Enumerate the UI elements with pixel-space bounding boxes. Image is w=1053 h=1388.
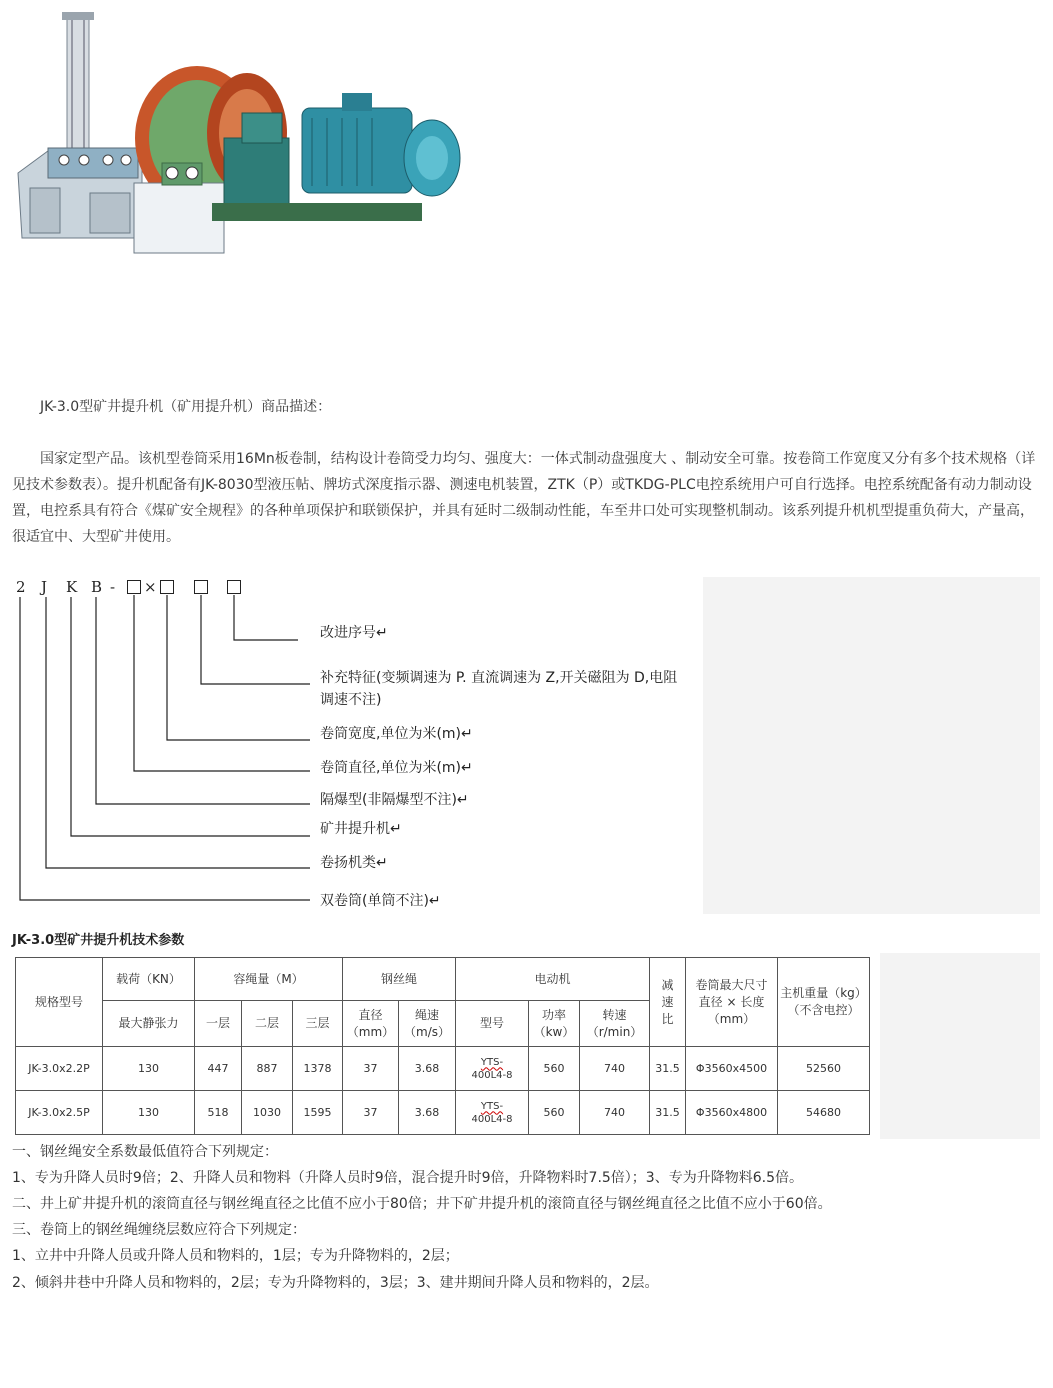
cell-diam: 37 [343, 1047, 399, 1091]
th-rpm-unit: （r/min） [586, 1024, 643, 1039]
table-row [16, 1047, 870, 1091]
th-speed-label: 绳速 [414, 1007, 439, 1022]
cell-drum: Φ3560x4800 [686, 1091, 778, 1135]
cell-diam: 37 [343, 1091, 399, 1135]
table-row [16, 1091, 870, 1135]
legend-feature-line2: 调速不注) [320, 692, 382, 708]
legend-mine-hoist: 矿井提升机↵ [320, 821, 402, 837]
th-ratio: 减速比 [650, 958, 686, 1047]
description-body: 国家定型产品。该机型卷筒采用16Mn板卷制，结构设计卷筒受力均匀、强度大：一体式制动盘强度大 、制动安全可靠。按卷筒工作宽度又分有多个技术规格（详见技术参数表）。提升机配备有JK-8030型液压帖、牌坊式深度指示器、测速电机装置，ZTK（P）或TKDG-PLC电控系统用户可自行选择。电控系统配备有动力制动设置，电控系具有符合《煤矿安全规程》的各种单项保护和联锁保护，并具有延时二级制动性能，车至井口处可实现整机制动。该系列提升机机型提重负荷大，产量高，很适宜中、大型矿井使用。 [12, 451, 1036, 545]
th-layer3: 三层 [293, 1001, 343, 1047]
code-char-2: 2 [16, 578, 26, 596]
note-line-5: 1、立井中升降人员或升降人员和物料的，1层；专为升降物料的，2层； [12, 1248, 459, 1264]
code-char-b: B [91, 578, 103, 596]
cell-power: 560 [529, 1047, 580, 1091]
th-drum-line3: （mm） [707, 1011, 756, 1026]
legend-explosion-proof: 隔爆型(非隔爆型不注)↵ [320, 792, 469, 808]
note-line-2: 1、专为升降人员时9倍；2、升降人员和物料（升降人员时9倍，混合提升时9倍，升降物料时7.5倍）；3、专为升降物料6.5倍。 [12, 1170, 803, 1186]
th-speed-unit: （m/s） [404, 1024, 450, 1039]
th-rope: 钢丝绳 [343, 958, 456, 1001]
th-mtype: 型号 [456, 1001, 529, 1047]
cell-model: JK-3.0x2.5P [16, 1091, 103, 1135]
cell-l3: 1595 [293, 1091, 343, 1135]
gray-panel-table [880, 953, 1040, 1139]
legend-double-drum: 双卷筒(单筒不注)↵ [320, 893, 441, 909]
spec-table [15, 957, 870, 1135]
cell-weight: 54680 [778, 1091, 870, 1135]
cell-mtype-b: 400L4-8 [471, 1113, 513, 1125]
code-char-j: J [41, 578, 48, 596]
code-char-dash: - [110, 578, 116, 596]
th-motor: 电动机 [456, 958, 650, 1001]
th-load-sub: 最大静张力 [103, 1001, 195, 1047]
code-char-times: × [144, 578, 157, 596]
th-layer2: 二层 [242, 1001, 293, 1047]
th-weight-line1: 主机重量（kg） [780, 986, 867, 1000]
th-model: 规格型号 [16, 958, 103, 1047]
cell-rpm: 740 [580, 1047, 650, 1091]
note-line-4: 三、卷筒上的钢丝绳缠绕层数应符合下列规定： [12, 1222, 306, 1238]
cell-power: 560 [529, 1091, 580, 1135]
th-load: 载荷（KN） [103, 958, 195, 1001]
legend-diameter: 卷筒直径,单位为米(m)↵ [320, 760, 473, 776]
th-speed [399, 1001, 456, 1047]
cell-drum: Φ3560x4500 [686, 1047, 778, 1091]
cell-ratio: 31.5 [650, 1091, 686, 1135]
th-power-label: 功率 [541, 1007, 566, 1022]
cell-speed: 3.68 [399, 1047, 456, 1091]
legend-lines [0, 0, 320, 920]
cell-ratio: 31.5 [650, 1047, 686, 1091]
th-layer1: 一层 [195, 1001, 242, 1047]
th-capacity: 容绳量（M） [195, 958, 343, 1001]
cell-mtype-a: YTS- [480, 1100, 504, 1112]
cell-l3: 1378 [293, 1047, 343, 1091]
th-drum [686, 958, 778, 1047]
cell-weight: 52560 [778, 1047, 870, 1091]
th-diam-unit: （mm） [346, 1024, 395, 1039]
code-char-k: K [66, 578, 78, 596]
th-rpm-label: 转速 [602, 1007, 627, 1022]
th-rpm [580, 1001, 650, 1047]
cell-rpm: 740 [580, 1091, 650, 1135]
cell-mtype-b: 400L4-8 [471, 1069, 513, 1081]
legend-feature-line1: 补充特征(变频调速为 P. 直流调速为 Z,开关磁阻为 D,电阻 [320, 670, 678, 686]
cell-model: JK-3.0x2.2P [16, 1047, 103, 1091]
cell-speed: 3.68 [399, 1091, 456, 1135]
th-diam [343, 1001, 399, 1047]
description-heading: JK-3.0型矿井提升机（矿用提升机）商品描述： [40, 399, 332, 415]
note-line-6: 2、倾斜井巷中升降人员和物料的，2层；专为升降物料的，3层；3、建井期间升降人员和物料的，2层。 [12, 1275, 659, 1291]
note-line-1: 一、钢丝绳安全系数最低值符合下列规定： [12, 1144, 278, 1160]
gray-panel [703, 577, 1040, 914]
th-drum-line2: 直径 × 长度 [698, 994, 765, 1009]
cell-mtype [456, 1047, 529, 1091]
cell-load: 130 [103, 1091, 195, 1135]
th-weight-line2: （不含电控） [787, 1003, 860, 1017]
cell-l1: 447 [195, 1047, 242, 1091]
th-weight [778, 958, 870, 1047]
legend-width: 卷筒宽度,单位为米(m)↵ [320, 726, 473, 742]
th-drum-line1: 卷筒最大尺寸 [695, 977, 768, 992]
table-header-row-1 [16, 958, 870, 1001]
note-line-3: 二、井上矿井提升机的滚筒直径与钢丝绳直径之比值不应小于80倍；井下矿井提升机的滚筒直径与钢丝绳直径之比值不应小于60倍。 [12, 1196, 832, 1212]
cell-l1: 518 [195, 1091, 242, 1135]
th-power-unit: （kw） [533, 1024, 575, 1039]
legend-winch: 卷扬机类↵ [320, 855, 388, 871]
cell-mtype [456, 1091, 529, 1135]
legend-revision: 改进序号↵ [320, 625, 388, 641]
th-power [529, 1001, 580, 1047]
th-diam-label: 直径 [358, 1007, 383, 1022]
cell-mtype-a: YTS- [480, 1056, 504, 1068]
cell-load: 130 [103, 1047, 195, 1091]
table-title: JK-3.0型矿井提升机技术参数 [12, 933, 185, 948]
cell-l2: 1030 [242, 1091, 293, 1135]
cell-l2: 887 [242, 1047, 293, 1091]
